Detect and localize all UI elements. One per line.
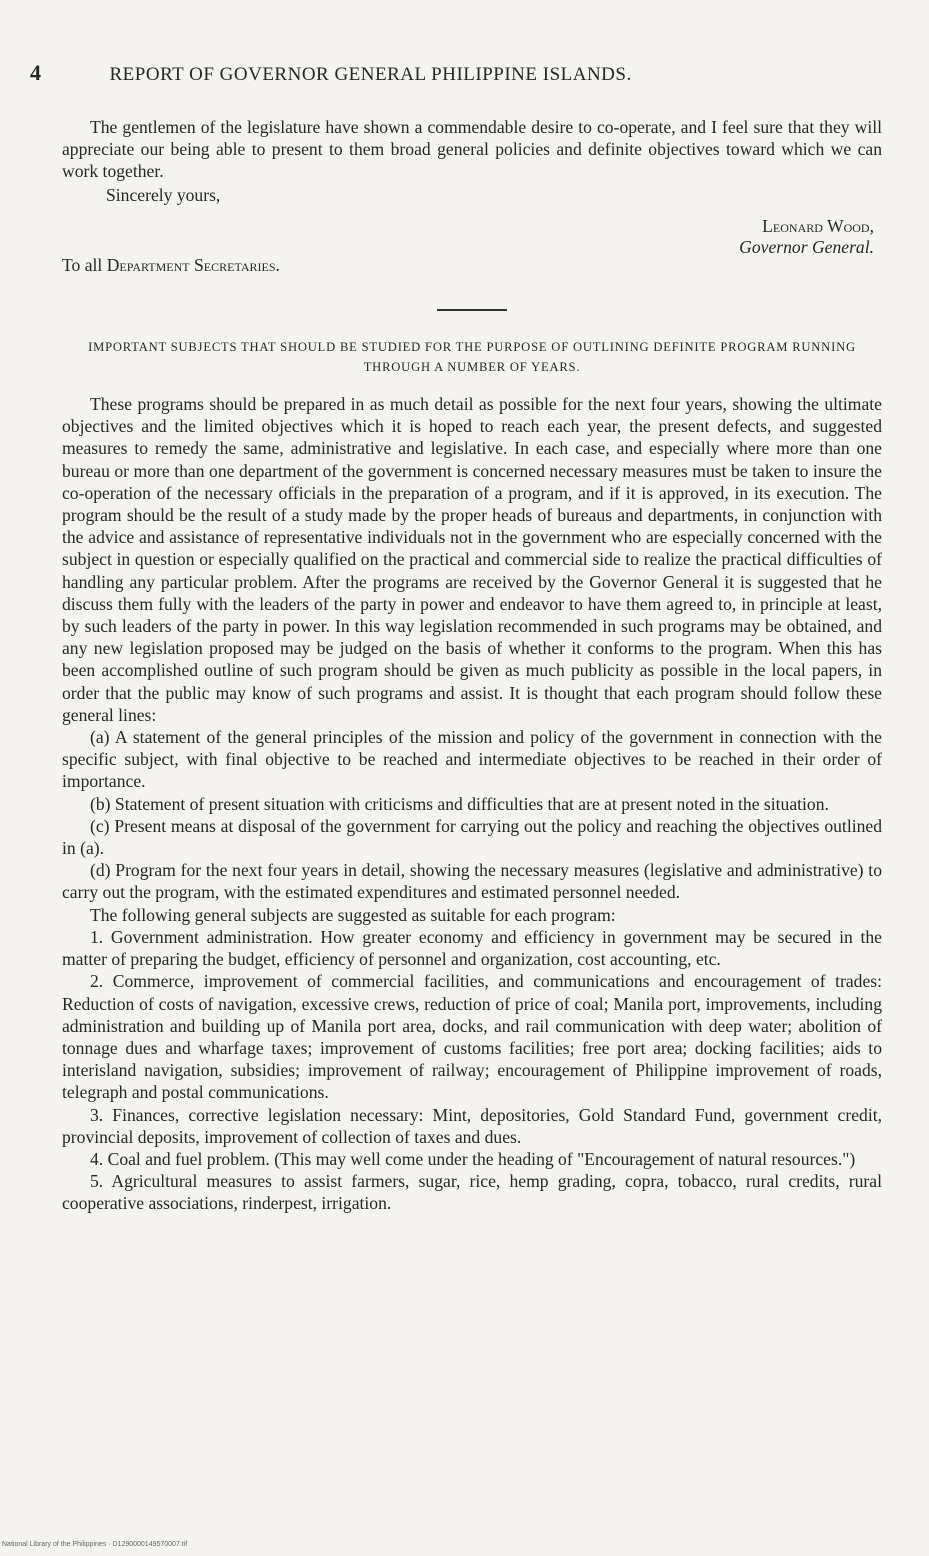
- paragraph-item-a: (a) A statement of the general principles of the mission and policy of the government in connection with the specific subject, with final objective to be reached and intermediate objectives to be reached in their order of importance.: [62, 727, 882, 792]
- paragraph-item-b: (b) Statement of present situation with criticisms and difficulties that are at present noted in the situation.: [90, 793, 829, 814]
- letter-sincerely: Sincerely yours,: [106, 184, 221, 205]
- section-heading: IMPORTANT SUBJECTS THAT SHOULD BE STUDIED FOR THE PURPOSE OF OUTLINING DEFINITE PROGRAM RUNNING THROUGH A NUMBER OF YEARS.: [88, 340, 856, 375]
- paragraph-item-c: (c) Present means at disposal of the government for carrying out the policy and reaching the objectives outlined in (a).: [62, 815, 882, 859]
- paragraph-subjects-intro: The following general subjects are suggested as suitable for each program:: [90, 904, 616, 925]
- paragraph-intro: These programs should be prepared in as much detail as possible for the next four years, showing the ultimate objectives and the limited objectives which it is hoped to reach each year, the present defects, and suggested measures to remedy the same, administrative and legislative. In each case, and especially where more than one bureau or more than one department of the government is concerned necessary measures must be taken to insure the co-operation of the necessary officials in the preparation of a program, and if it is approved, in its execution. The program should be the result of a study made by the proper heads of bureaus and departments, in conjunction with the advice and assistance of representative individuals not in the government who are especially concerned with the subject in question or especially qualified on the practical and commercial side to realize the practical difficulties of handling any particular problem. After the programs are received by the Governor General it is suggested that he discuss them fully with the leaders of the party in power and endeavor to have them agreed to, in principle at least, by such leaders of the party in power. In this way legislation recommended in such programs may be obtained, and any new legislation proposed may be judged on the basis of whether it conforms to the program. When this has been accomplished outline of such program should be given as much publicity as possible in the local papers, in order that the public may know of such programs and assist. It is thought that each program should follow these general lines:: [62, 394, 882, 725]
- recipients-name: Department Secretaries.: [106, 254, 280, 275]
- paragraph-subject-1: 1. Government administration. How greater economy and efficiency in government may be secured in the matter of preparing the budget, efficiency of personnel and organization, cost accounting, etc.: [62, 926, 882, 970]
- paragraph-subject-2: 2. Commerce, improvement of commercial facilities, and communications and encouragement of trades: Reduction of costs of navigation, excessive crews, reduction of price of coal; Manila port, improvements, including administration and building up of Manila port area, docks, and rail communication with deep water; abolition of tonnage dues and wharfage taxes; improvement of customs facilities; free port area; docking facilities; aids to interisland navigation, subsidies; improvement of railway; encouragement of Philippine improvement of roads, telegraph and postal communications.: [62, 971, 882, 1103]
- page-header: [30, 60, 880, 86]
- signature-title: Governor General.: [739, 236, 874, 257]
- signature-name: Leonard Wood,: [762, 215, 874, 236]
- recipients-prefix: To all: [62, 254, 103, 275]
- paragraph-subject-3: 3. Finances, corrective legislation necessary: Mint, depositories, Gold Standard Fund, government credit, provincial deposits, improvement of collection of taxes and dues.: [62, 1104, 882, 1147]
- page-body: [62, 116, 882, 1215]
- letter-signature: [62, 216, 874, 258]
- letter-closing-paragraph: The gentlemen of the legislature have shown a commendable desire to co-operate, and I feel sure that they will appreciate our being able to present to them broad general policies and definite objectives toward which we can work together.: [62, 117, 882, 182]
- paragraph-subject-5: 5. Agricultural measures to assist farmers, sugar, rice, hemp grading, copra, tobacco, rural credits, rural cooperative associations, rinderpest, irrigation.: [62, 1171, 882, 1214]
- section-divider: [437, 309, 507, 311]
- page-number: 4: [30, 60, 42, 85]
- running-title: REPORT OF GOVERNOR GENERAL PHILIPPINE ISLANDS.: [109, 64, 632, 85]
- scan-footer: National Library of the Philippines · D1290000149570007.tif: [2, 1541, 188, 1548]
- paragraph-item-d: (d) Program for the next four years in detail, showing the necessary measures (legislative and administrative) to carry out the program, with the estimated expenditures and estimated personnel needed.: [62, 860, 882, 903]
- paragraph-subject-4: 4. Coal and fuel problem. (This may well come under the heading of "Encouragement of natural resources."): [90, 1148, 856, 1169]
